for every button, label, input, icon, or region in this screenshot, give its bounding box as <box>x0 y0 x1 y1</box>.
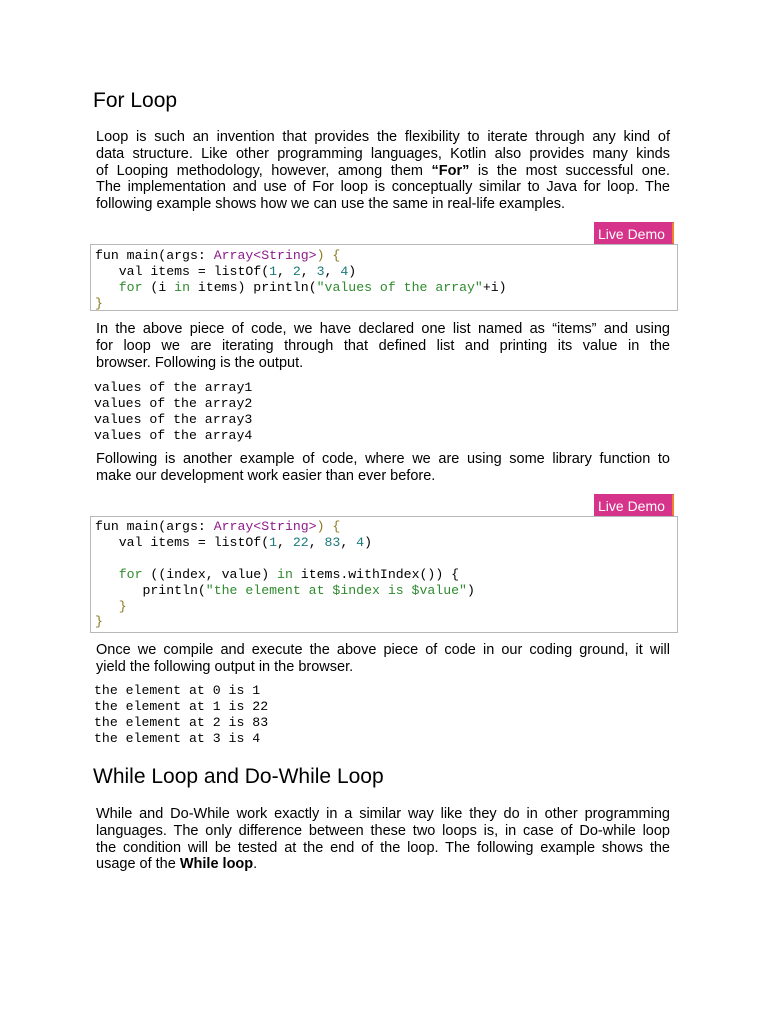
text-line: the condition will be tested at the end of the loop. The following example shows the <box>96 839 670 856</box>
output-line: the element at 2 is 83 <box>94 714 269 730</box>
text-line: for loop we are iterating through that defined list and printing its value in the <box>96 337 670 354</box>
for-loop-intro <box>96 129 670 213</box>
text-line: of Looping methodology, however, among them “For” is the most successful one. <box>96 162 670 179</box>
text-line: While and Do-While work exactly in a similar way like they do in other programming <box>96 806 670 822</box>
text-line: Once we compile and execute the above piece of code in our coding ground, it will <box>96 642 670 658</box>
text-line: In the above piece of code, we have declared one list named as “items” and using <box>96 321 670 337</box>
text-line: Loop is such an invention that provides the flexibility to iterate through any kind of <box>96 129 670 145</box>
live-demo-button[interactable]: Live Demo <box>594 494 674 516</box>
output-block-1 <box>94 380 252 444</box>
output-block-2 <box>94 683 268 747</box>
while-loop-intro <box>96 806 670 873</box>
while-loop-emphasis: While loop <box>179 856 254 873</box>
live-demo-button[interactable]: Live Demo <box>594 222 674 244</box>
heading-while-loop: While Loop and Do-While Loop <box>93 765 384 788</box>
output-line: values of the array2 <box>94 395 253 411</box>
text-line: The implementation and use of For loop is conceptually similar to Java for loop. The <box>96 179 670 196</box>
code-listing: fun main(args: Array<String>) { val items = listOf(1, 2, 3, 4) for (i in items) println("values of the array"+i) } <box>95 248 507 311</box>
output-line: values of the array1 <box>94 380 253 395</box>
heading-for-loop: For Loop <box>93 89 178 112</box>
text-line: following example shows how we can use the same in real-life examples. <box>96 196 566 213</box>
text-line: yield the following output in the browser. <box>96 658 354 675</box>
for-emphasis: “For” <box>431 162 470 179</box>
text-line: browser. Following is the output. <box>96 354 304 371</box>
text-line: data structure. Like other programming languages, Kotlin also provides many kinds <box>96 145 670 162</box>
output-line: values of the array3 <box>94 411 253 427</box>
for-loop-explanation <box>96 321 670 371</box>
code-block-2 <box>90 516 678 633</box>
code-listing: fun main(args: Array<String>) { val items = listOf(1, 22, 83, 4) for ((index, value) in items.withIndex()) { println("the element at $index is $value") } } <box>95 519 475 630</box>
compile-text <box>96 642 670 676</box>
text-line: usage of the While loop. <box>96 856 258 873</box>
text-line: Following is another example of code, where we are using some library function to <box>96 451 670 467</box>
output-line: the element at 3 is 4 <box>94 730 261 746</box>
text-line: languages. The only difference between these two loops is, in case of Do-while loop <box>96 822 670 839</box>
text-line: make our development work easier than ever before. <box>96 467 436 484</box>
another-example-text <box>96 451 670 485</box>
output-line: values of the array4 <box>94 427 253 443</box>
code-block-1 <box>90 244 678 311</box>
output-line: the element at 0 is 1 <box>94 683 261 698</box>
output-line: the element at 1 is 22 <box>94 698 269 714</box>
